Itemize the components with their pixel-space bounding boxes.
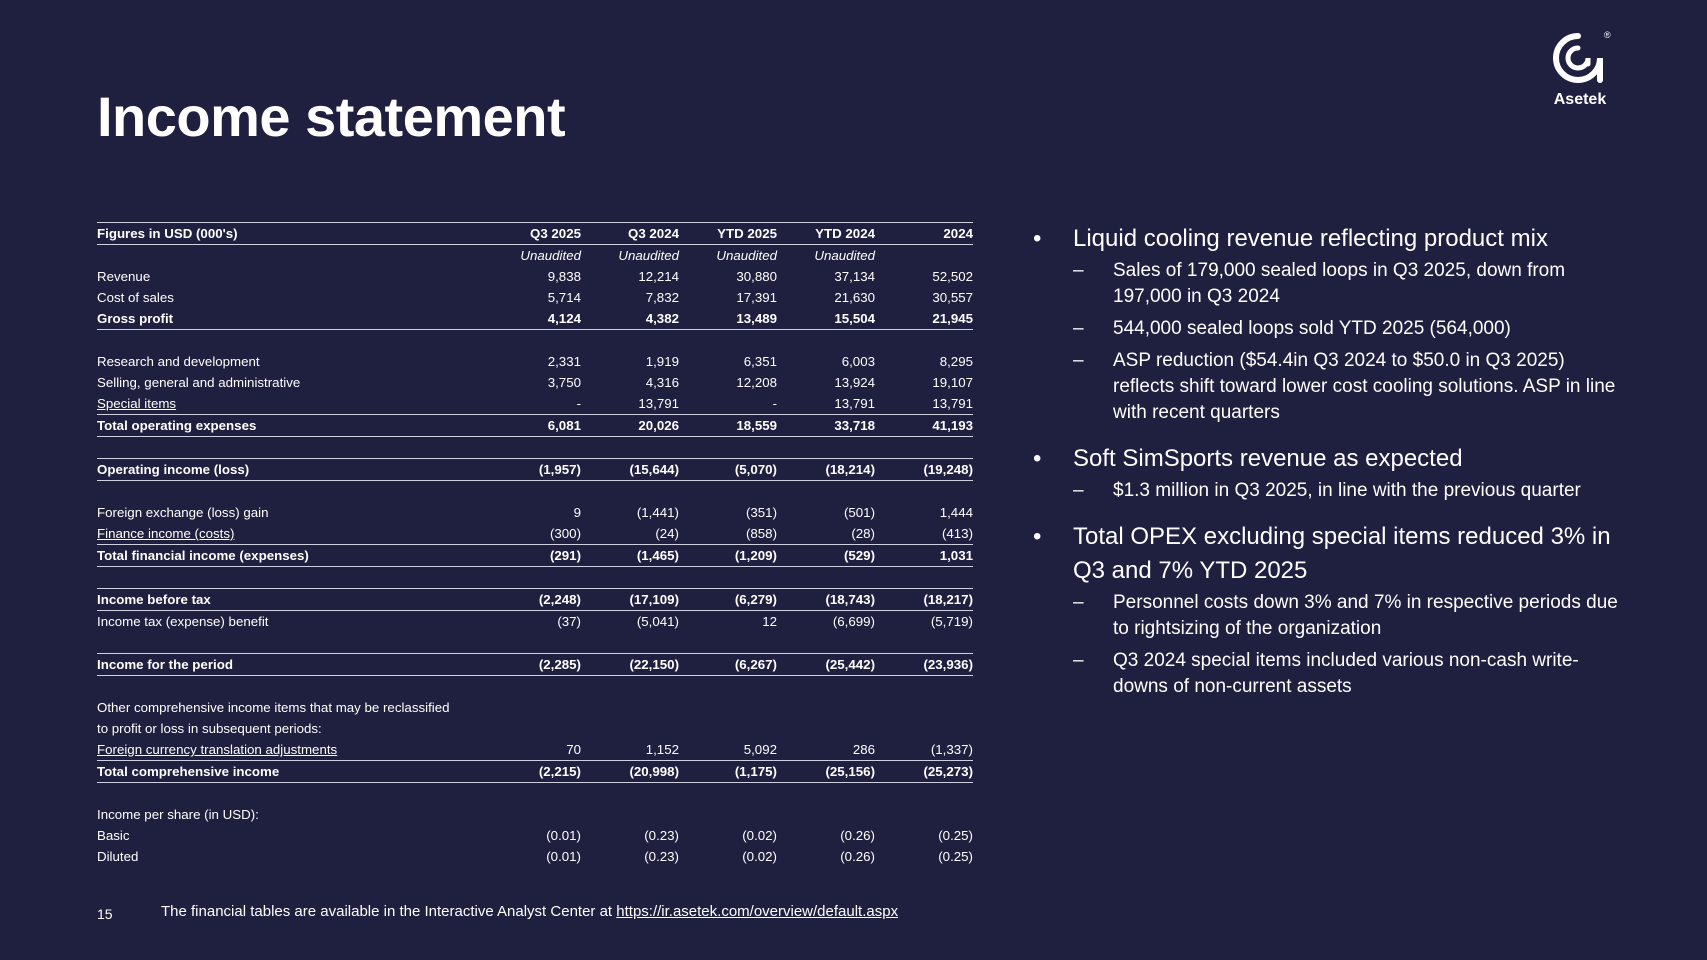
cell-value	[679, 697, 777, 718]
cell-value: 52,502	[932, 269, 973, 284]
cell-value	[679, 718, 777, 739]
cell-value: (25,273)	[875, 761, 973, 783]
cell-value: 9,838	[547, 269, 581, 284]
bullet-icon: •	[1033, 225, 1042, 252]
cell-value: (300)	[549, 526, 581, 541]
cell-value: (291)	[483, 545, 581, 567]
sub-bullet-item	[1030, 348, 1630, 426]
row-label: Income tax (expense) benefit	[97, 614, 269, 629]
cell-value: (25,156)	[777, 761, 875, 783]
cell-value	[483, 804, 581, 825]
logo-wordmark: Asetek	[1553, 91, 1607, 108]
cell-value: (0.02)	[742, 849, 777, 864]
asetek-logo	[1544, 28, 1616, 109]
row-label: Total operating expenses	[97, 415, 483, 437]
sub-bullet-item	[1030, 478, 1630, 504]
cell-value: Q3 2025	[483, 223, 581, 245]
cell-value: (37)	[557, 614, 581, 629]
analyst-center-link[interactable]: https://ir.asetek.com/overview/default.aspx	[616, 903, 899, 920]
cell-value: 18,559	[679, 415, 777, 437]
row-label: Revenue	[97, 269, 151, 284]
cell-value	[875, 245, 973, 267]
sub-bullet-item	[1030, 648, 1630, 700]
cell-value: (18,214)	[777, 459, 875, 481]
cell-value: (0.23)	[644, 828, 679, 843]
table-row	[97, 372, 973, 393]
table-header-row	[97, 223, 973, 245]
cell-value: Unaudited	[716, 248, 777, 263]
row-label	[97, 245, 483, 267]
cell-value: (17,109)	[581, 589, 679, 611]
spacer-row	[97, 632, 973, 654]
table-row	[97, 502, 973, 523]
cell-value: 4,382	[581, 308, 679, 330]
cell-value: 13,924	[834, 375, 875, 390]
table-row	[97, 654, 973, 676]
row-label: Foreign exchange (loss) gain	[97, 505, 269, 520]
cell-value: 5,714	[547, 290, 581, 305]
row-label: Gross profit	[97, 308, 483, 330]
sub-bullet-text: Personnel costs down 3% and 7% in respective periods due to rightsizing of the organization	[1113, 592, 1618, 639]
table-row	[97, 393, 973, 415]
cell-value: 1,444	[939, 505, 973, 520]
cell-value: (1,175)	[679, 761, 777, 783]
cell-value: 33,718	[777, 415, 875, 437]
table-row	[97, 718, 973, 739]
cell-value: (0.25)	[938, 849, 973, 864]
cell-value: 3,750	[547, 375, 581, 390]
bullet-text: Total OPEX excluding special items reduced 3% in Q3 and 7% YTD 2025	[1073, 523, 1611, 584]
cell-value: 1,152	[581, 739, 679, 761]
cell-value: 21,630	[834, 290, 875, 305]
cell-value: (18,743)	[777, 589, 875, 611]
cell-value: (15,644)	[581, 459, 679, 481]
spacer-row	[97, 567, 973, 589]
cell-value: (0.26)	[840, 828, 875, 843]
cell-value: 6,351	[743, 354, 777, 369]
cell-value: (5,719)	[930, 614, 973, 629]
cell-value: 41,193	[875, 415, 973, 437]
footer-text: The financial tables are available in the Interactive Analyst Center at	[161, 903, 617, 920]
cell-value: (25,442)	[777, 654, 875, 676]
spacer-row	[97, 481, 973, 503]
spacer-row	[97, 783, 973, 805]
cell-value: (24)	[655, 526, 679, 541]
bullet-icon: •	[1033, 523, 1042, 550]
sub-bullet-text: ASP reduction ($54.4in Q3 2024 to $50.0 in Q3 2025) reflects shift toward lower cost cooling solutions. ASP in line with recent quarters	[1113, 350, 1616, 423]
table-row	[97, 739, 973, 761]
row-label: Income before tax	[97, 589, 483, 611]
table-row	[97, 804, 973, 825]
sub-bullet-item	[1030, 316, 1630, 342]
cell-value: 17,391	[736, 290, 777, 305]
row-label: Total comprehensive income	[97, 761, 483, 783]
table-row	[97, 308, 973, 330]
cell-value: 9	[573, 505, 581, 520]
cell-value: (351)	[745, 505, 777, 520]
cell-value: (0.25)	[938, 828, 973, 843]
row-label: Selling, general and administrative	[97, 375, 301, 390]
cell-value: 30,880	[736, 269, 777, 284]
spacer-row	[97, 437, 973, 459]
cell-value: (18,217)	[875, 589, 973, 611]
bullet-item	[1030, 222, 1630, 256]
spacer-row	[97, 330, 973, 352]
cell-value: (858)	[745, 526, 777, 541]
row-label: Other comprehensive income items that may be reclassified	[97, 700, 450, 715]
cell-value	[875, 697, 973, 718]
cell-value: 13,489	[679, 308, 777, 330]
row-label: Finance income (costs)	[97, 526, 235, 541]
cell-value	[875, 718, 973, 739]
cell-value: (6,267)	[679, 654, 777, 676]
table-row	[97, 351, 973, 372]
row-label: Figures in USD (000's)	[97, 223, 483, 245]
cell-value	[581, 697, 679, 718]
cell-value	[581, 718, 679, 739]
table-subheader-row	[97, 245, 973, 267]
cell-value: Q3 2024	[581, 223, 679, 245]
sub-bullet-item	[1030, 590, 1630, 642]
cell-value: (1,957)	[483, 459, 581, 481]
cell-value: (413)	[941, 526, 973, 541]
cell-value: (2,215)	[483, 761, 581, 783]
table-row	[97, 459, 973, 481]
cell-value: 12,214	[638, 269, 679, 284]
cell-value: YTD 2024	[777, 223, 875, 245]
table-row	[97, 266, 973, 287]
cell-value	[679, 804, 777, 825]
sub-bullet-text: 544,000 sealed loops sold YTD 2025 (564,000)	[1113, 318, 1511, 339]
dash-icon: –	[1073, 260, 1084, 281]
table-row	[97, 761, 973, 783]
cell-value: (0.02)	[742, 828, 777, 843]
cell-value: -	[483, 393, 581, 415]
dash-icon: –	[1073, 318, 1084, 339]
row-label: Total financial income (expenses)	[97, 545, 483, 567]
table-row	[97, 523, 973, 545]
sub-bullet-text: $1.3 million in Q3 2025, in line with the previous quarter	[1113, 480, 1581, 501]
row-label: Diluted	[97, 849, 139, 864]
cell-value: 4,316	[645, 375, 679, 390]
row-label: Income for the period	[97, 654, 483, 676]
cell-value: 20,026	[581, 415, 679, 437]
cell-value: Unaudited	[814, 248, 875, 263]
cell-value: (2,248)	[483, 589, 581, 611]
cell-value: 13,791	[777, 393, 875, 415]
cell-value: (28)	[851, 526, 875, 541]
cell-value: (0.01)	[546, 849, 581, 864]
dash-icon: –	[1073, 650, 1084, 671]
svg-text:®: ®	[1604, 30, 1611, 40]
table-row	[97, 287, 973, 308]
sub-bullet-text: Q3 2024 special items included various non-cash write-downs of non-current assets	[1113, 650, 1579, 697]
row-label: Special items	[97, 393, 483, 415]
cell-value	[483, 697, 581, 718]
cell-value: 2024	[875, 223, 973, 245]
bullet-item	[1030, 442, 1630, 476]
bullet-icon: •	[1033, 445, 1042, 472]
row-label: Income per share (in USD):	[97, 807, 259, 822]
table-row	[97, 846, 973, 867]
cell-value: (1,337)	[875, 739, 973, 761]
cell-value: (5,041)	[636, 614, 679, 629]
cell-value: 1,919	[645, 354, 679, 369]
cell-value: 4,124	[483, 308, 581, 330]
footer-note	[161, 903, 898, 920]
cell-value: 13,791	[581, 393, 679, 415]
cell-value: 12,208	[736, 375, 777, 390]
row-label: Cost of sales	[97, 290, 174, 305]
cell-value: 6,081	[483, 415, 581, 437]
row-label: Operating income (loss)	[97, 459, 483, 481]
dash-icon: –	[1073, 592, 1084, 613]
cell-value: YTD 2025	[679, 223, 777, 245]
sub-bullet-text: Sales of 179,000 sealed loops in Q3 2025, down from 197,000 in Q3 2024	[1113, 260, 1566, 307]
bullet-item	[1030, 520, 1630, 588]
cell-value	[777, 697, 875, 718]
cell-value: (0.23)	[644, 849, 679, 864]
cell-value: 37,134	[834, 269, 875, 284]
cell-value: (2,285)	[483, 654, 581, 676]
dash-icon: –	[1073, 480, 1084, 501]
row-label: Foreign currency translation adjustments	[97, 739, 483, 761]
row-label: to profit or loss in subsequent periods:	[97, 721, 322, 736]
cell-value	[777, 718, 875, 739]
table-row	[97, 415, 973, 437]
spacer-row	[97, 676, 973, 698]
cell-value: (20,998)	[581, 761, 679, 783]
cell-value: 19,107	[932, 375, 973, 390]
cell-value: 2,331	[547, 354, 581, 369]
cell-value: (22,150)	[581, 654, 679, 676]
cell-value: (0.01)	[546, 828, 581, 843]
cell-value: 12	[762, 614, 777, 629]
cell-value: (529)	[777, 545, 875, 567]
cell-value: 7,832	[645, 290, 679, 305]
cell-value: (1,209)	[679, 545, 777, 567]
cell-value: 70	[483, 739, 581, 761]
page-number: 15	[97, 906, 113, 922]
cell-value: (1,465)	[581, 545, 679, 567]
cell-value: Unaudited	[618, 248, 679, 263]
cell-value: -	[679, 393, 777, 415]
bullet-text: Soft SimSports revenue as expected	[1073, 445, 1463, 472]
table-row	[97, 611, 973, 633]
cell-value	[581, 804, 679, 825]
table-row	[97, 589, 973, 611]
income-statement-table	[97, 222, 973, 867]
cell-value: Unaudited	[520, 248, 581, 263]
cell-value: 21,945	[875, 308, 973, 330]
sub-bullet-item	[1030, 258, 1630, 310]
table-row	[97, 697, 973, 718]
cell-value: 1,031	[875, 545, 973, 567]
cell-value: (19,248)	[875, 459, 973, 481]
cell-value	[777, 804, 875, 825]
dash-icon: –	[1073, 350, 1084, 371]
cell-value: 286	[777, 739, 875, 761]
table-row	[97, 825, 973, 846]
row-label: Basic	[97, 828, 130, 843]
cell-value: (1,441)	[636, 505, 679, 520]
cell-value: 8,295	[939, 354, 973, 369]
row-label: Research and development	[97, 354, 260, 369]
bullet-text: Liquid cooling revenue reflecting product mix	[1073, 225, 1548, 252]
commentary-bullets	[1030, 222, 1630, 706]
cell-value: (23,936)	[875, 654, 973, 676]
cell-value: (501)	[843, 505, 875, 520]
cell-value: 6,003	[841, 354, 875, 369]
table-row	[97, 545, 973, 567]
cell-value	[483, 718, 581, 739]
cell-value: 15,504	[777, 308, 875, 330]
cell-value: (0.26)	[840, 849, 875, 864]
asetek-logo-icon	[1548, 28, 1612, 90]
cell-value: 5,092	[679, 739, 777, 761]
cell-value: (6,279)	[679, 589, 777, 611]
cell-value: (6,699)	[832, 614, 875, 629]
cell-value: 13,791	[875, 393, 973, 415]
cell-value: (5,070)	[679, 459, 777, 481]
cell-value	[875, 804, 973, 825]
cell-value: 30,557	[932, 290, 973, 305]
page-title: Income statement	[97, 85, 566, 148]
